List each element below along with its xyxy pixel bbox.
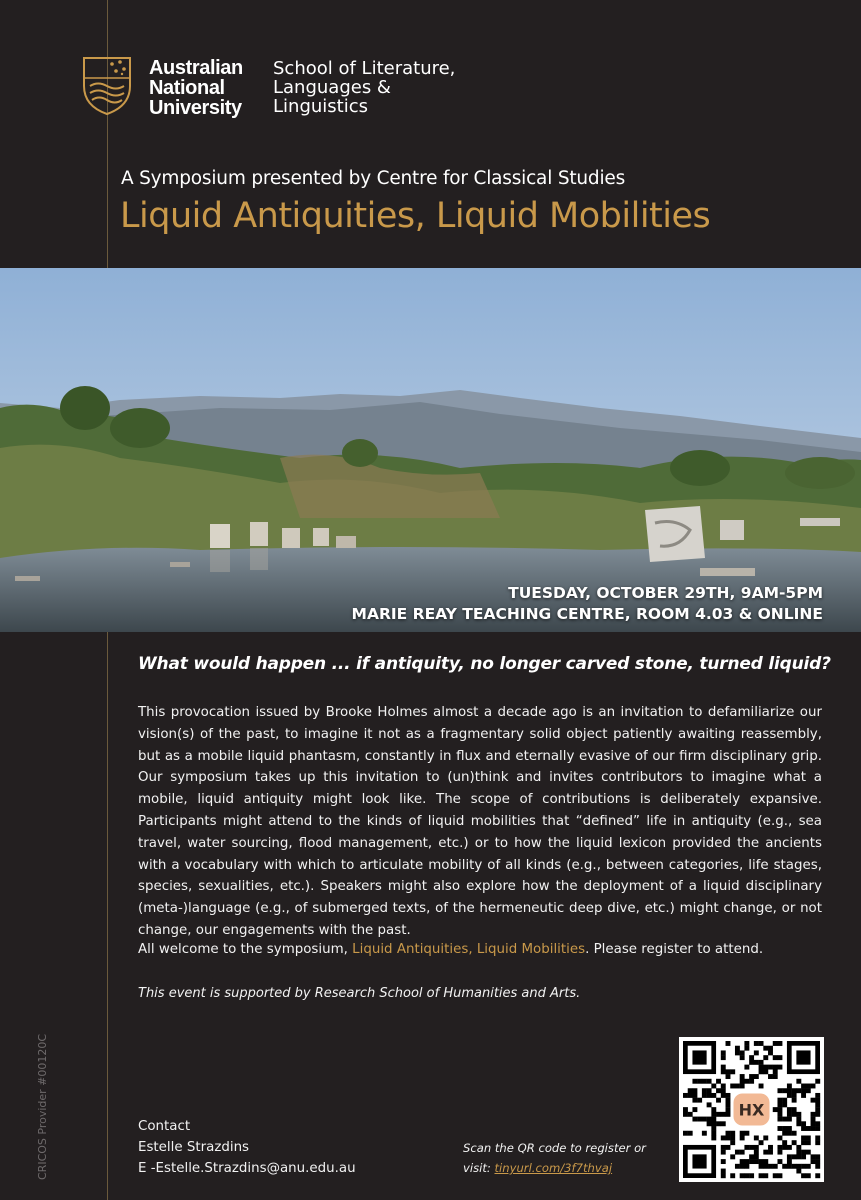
register-link[interactable]: tinyurl.com/3f7thvaj [494,1161,613,1175]
university-line: Australian [149,57,243,79]
symposium-link[interactable]: Liquid Antiquities, Liquid Mobilities [352,942,586,957]
event-title: Liquid Antiquities, Liquid Mobilities [120,196,711,236]
hero-photo [0,268,861,632]
event-location: MARIE REAY TEACHING CENTRE, ROOM 4.03 & ONLINE [351,605,823,623]
description-paragraph: This provocation issued by Brooke Holmes almost a decade ago is an invitation to defamiliarize our vision(s) of the past, to imagine it not as a fragmentary solid object patiently awaiting reassembly, but as a mobile liquid phantasm, constantly in flux and eternally evasive of our firm disciplinary grip. Our symposium takes up this invitation to (un)think and invites contributors to imagine what a mobile, liquid antiquity might look like. The scope of contributions is deliberately expansive. Participants might attend to the kinds of liquid mobilities that “defined” life in antiquity (e.g., sea travel, water sourcing, flood management, etc.) or to how the liquid lexicon provided the ancients with a vocabulary with which to articulate mobility of all kinds (e.g., between categories, life stages, species, sexualities, etc.). Speakers might also explore how the deployment of a liquid disciplinary (meta-)language (e.g., of submerged texts, of the hermeneutic deep dive, etc.) might change, or not change, our engagements with the past. [138,705,822,938]
qr-logo-text: HX [738,1100,765,1120]
event-date-time: TUESDAY, OCTOBER 29TH, 9AM-5PM [508,584,823,602]
contact-email[interactable]: E -Estelle.Strazdins@anu.edu.au [138,1161,356,1176]
school-name [273,59,455,116]
contact-block [138,1116,356,1179]
support-note: This event is supported by Research School of Humanities and Arts. [138,986,581,1001]
university-name [149,58,243,118]
contact-name: Estelle Strazdins [138,1140,250,1155]
university-line: National [149,77,225,99]
qr-code-graphic [679,1037,824,1182]
school-line: Languages & [273,77,391,98]
anu-crest-icon [82,56,132,116]
university-line: University [149,97,242,119]
welcome-line [138,942,763,957]
event-subtitle: A Symposium presented by Centre for Classical Studies [121,168,626,189]
visit-line [463,1158,646,1178]
school-line: Linguistics [273,96,368,117]
lead-question: What would happen ... if antiquity, no longer carved stone, turned liquid? [138,654,831,674]
event-details [352,583,823,625]
welcome-prefix: All welcome to the symposium, [138,942,353,957]
welcome-suffix: . Please register to attend. [585,942,764,957]
scan-text: Scan the QR code to register or [463,1141,646,1155]
contact-label: Contact [138,1119,191,1134]
visit-label: visit: [463,1161,495,1175]
cricos-provider: CRICOS Provider #00120C [36,1033,49,1180]
qr-code-icon[interactable] [679,1037,824,1182]
school-line: School of Literature, [273,58,456,79]
scan-instructions [463,1138,646,1178]
